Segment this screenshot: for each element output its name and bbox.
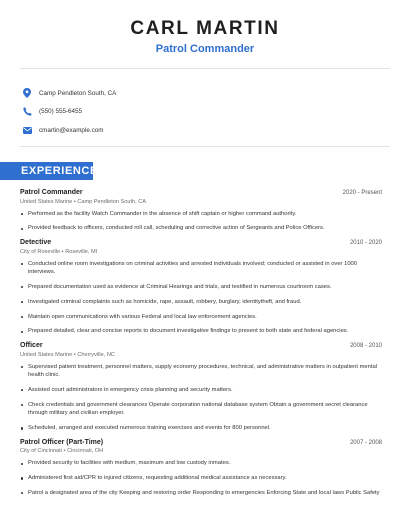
job-bullet: Investigated criminal complaints such as homicide, rape, assault, robbery, burglary, identitytheft, and fraud. <box>20 298 382 307</box>
job-company-location: City of Roseville • Roseville, MI <box>20 248 98 255</box>
address-text: Camp Pendleton South, CA <box>39 89 117 97</box>
candidate-name: CARL MARTIN <box>130 18 280 39</box>
contact-divider <box>20 146 390 147</box>
job-title: Patrol Officer (Part-Time) <box>20 438 104 446</box>
job-title: Officer <box>20 342 43 350</box>
job-entry <box>20 342 382 433</box>
header-divider <box>20 68 390 69</box>
job-bullet: Administered first aid/CPR to injured citizens, requesting additional medical assistance as necessary. <box>20 474 382 483</box>
section-heading-experience: EXPERIENCE <box>0 162 93 180</box>
resume-header <box>0 0 410 55</box>
job-bullet: Provided security to facilities with medium, maximum and low custody inmates. <box>20 459 382 468</box>
map-pin-icon <box>22 88 32 98</box>
job-bullet: Provided feedback to officers, conducted roll call, scheduling and corrective action of Sergeants and Police Officers. <box>20 224 382 233</box>
phone-icon <box>22 107 32 117</box>
job-location: Cherryville, NC <box>77 351 115 358</box>
job-bullet: Supervised patient treatment, personnel matters, supply economy procedures, technical, and administrative matters in outpatient mental health clinic. <box>20 363 382 380</box>
job-company-location: United States Marine • Camp Pendleton South, CA <box>20 198 147 205</box>
job-entry <box>20 189 382 233</box>
candidate-title: Patrol Commander <box>155 43 255 55</box>
experience-list <box>20 189 382 504</box>
job-bullet: Conducted online room investigations on criminal activities and arrested individuals involved; conducted or assisted in over 1000 interviews. <box>20 260 382 277</box>
job-title: Detective <box>20 239 52 247</box>
job-bullet: Check credentials and government clearances Operate corporation national database system Obtain a government secret clearance through military and civilian employer. <box>20 401 382 418</box>
email-text: cmartin@example.com <box>39 126 104 134</box>
job-company: City of Roseville <box>20 248 61 255</box>
job-company-location: City of Cincinnati • Cincinnati, OH <box>20 448 104 455</box>
job-bullet: Prepared documentation used as evidence at Criminal Hearings and trials, and testified in numerous courtroom cases. <box>20 283 382 292</box>
job-bullet: Performed as the facility Watch Commander in the absence of shift captain or higher command authority. <box>20 210 382 219</box>
job-title: Patrol Commander <box>20 189 83 196</box>
job-dates: 2008 - 2010 <box>349 343 382 350</box>
job-dates: 2010 - 2020 <box>349 240 382 247</box>
contact-phone <box>22 103 116 121</box>
job-location: Roseville, MI <box>65 248 98 255</box>
job-company: City of Cincinnati <box>20 448 62 455</box>
email-icon <box>22 125 32 135</box>
job-bullet: Assisted court administrators in emergency crisis planning and security matters. <box>20 386 382 395</box>
job-bullet: Patrol a designated area of the city Keeping and restoring order Responding to emergencies Enforcing State and local laws Public Safety <box>20 489 382 498</box>
job-company-location: United States Marine • Cherryville, NC <box>20 351 115 358</box>
job-company: United States Marine <box>20 351 73 358</box>
job-dates: 2007 - 2008 <box>349 439 382 446</box>
job-entry <box>20 239 382 336</box>
contact-list <box>22 84 116 140</box>
job-bullet: Scheduled, arranged and executed numerous training exercises and events for 800 personnel. <box>20 424 382 433</box>
job-location: Cincinnati, OH <box>67 448 104 455</box>
job-location: Camp Pendleton South, CA <box>77 198 147 205</box>
job-entry <box>20 439 382 498</box>
job-company: United States Marine <box>20 198 73 205</box>
phone-text: (550) 555-6455 <box>39 108 83 115</box>
job-dates: 2020 - Present <box>342 190 382 196</box>
job-bullet: Maintain open communications with various Federal and local law enforcement agencies. <box>20 313 382 322</box>
job-bullet: Prepared detailed, clear and concise reports to document investigative findings to present to both state and federal agencies. <box>20 327 382 336</box>
contact-email <box>22 121 116 139</box>
contact-address <box>22 84 116 102</box>
